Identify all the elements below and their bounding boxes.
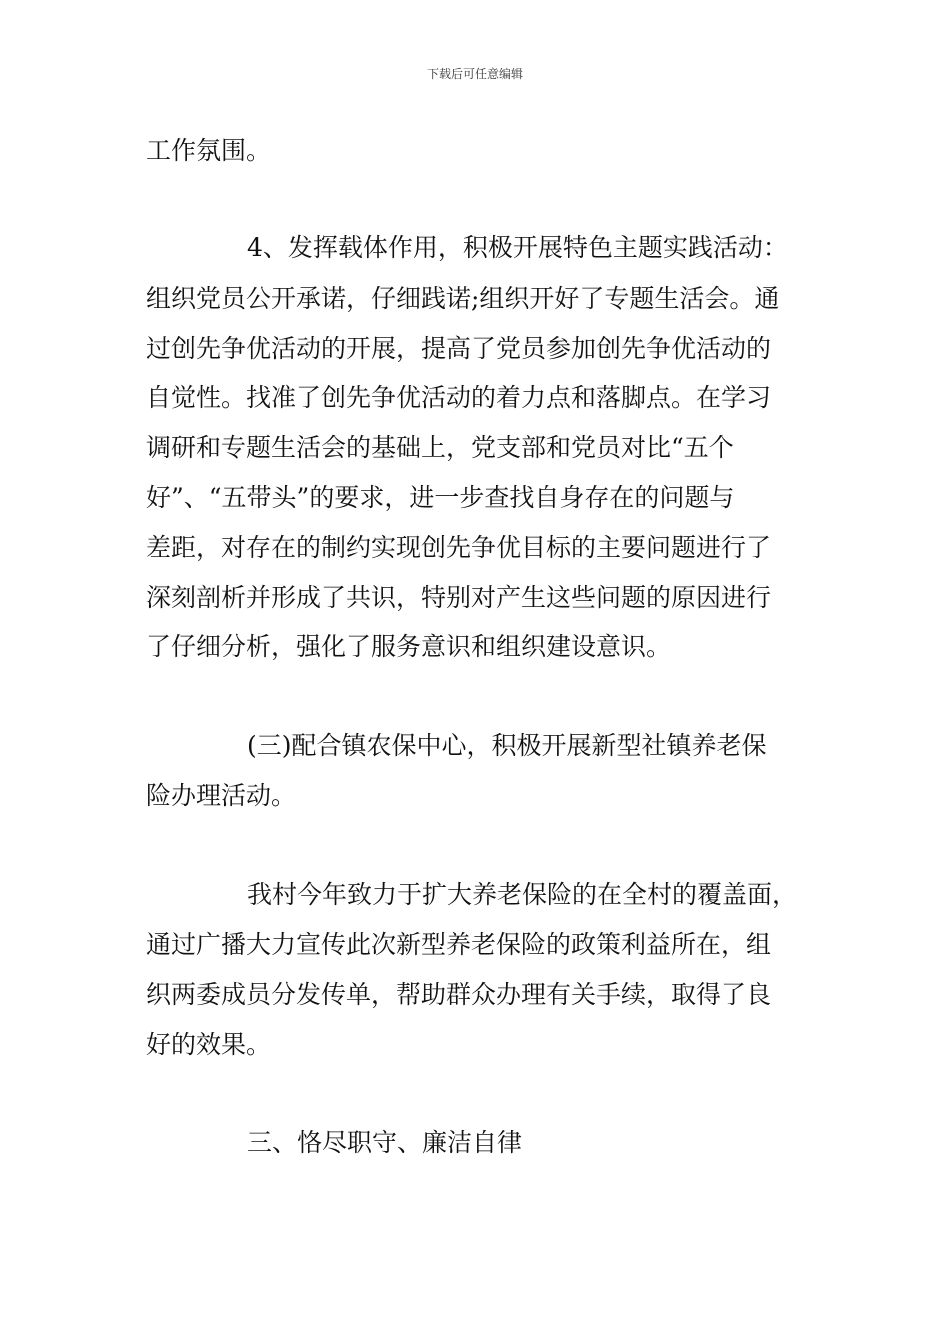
text-line: 好”、“五带头”的要求，进一步查找自身存在的问题与 bbox=[146, 483, 735, 512]
section-heading: 三、恪尽职守、廉洁自律 bbox=[247, 1128, 523, 1157]
text-line: 4、发挥载体作用，积极开展特色主题实践活动： bbox=[247, 233, 788, 262]
text-line: 差距，对存在的制约实现创先争优目标的主要问题进行了 bbox=[146, 533, 772, 562]
text-line: 了仔细分析，强化了服务意识和组织建设意识。 bbox=[146, 632, 672, 661]
text-line: 我村今年致力于扩大养老保险的在全村的覆盖面， bbox=[247, 880, 798, 909]
text-line: 险办理活动。 bbox=[146, 781, 297, 810]
text-line: 组织党员公开承诺，仔细践诺;组织开好了专题生活会。通 bbox=[146, 284, 780, 313]
text-line: 过创先争优活动的开展，提高了党员参加创先争优活动的 bbox=[146, 334, 772, 363]
text-line: 好的效果。 bbox=[146, 1030, 272, 1059]
page-header: 下载后可任意编辑 bbox=[426, 67, 523, 81]
text-line: 通过广播大力宣传此次新型养老保险的政策利益所在，组 bbox=[146, 930, 772, 959]
text-line: 织两委成员分发传单，帮助群众办理有关手续，取得了良 bbox=[146, 980, 772, 1009]
text-line: 深刻剖析并形成了共识，特别对产生这些问题的原因进行 bbox=[146, 583, 772, 612]
text-line: 工作氛围。 bbox=[146, 136, 272, 165]
text-line: (三)配合镇农保中心，积极开展新型社镇养老保 bbox=[247, 731, 767, 760]
text-line: 调研和专题生活会的基础上，党支部和党员对比“五个 bbox=[146, 433, 734, 462]
text-line: 自觉性。找准了创先争优活动的着力点和落脚点。在学习 bbox=[146, 383, 772, 412]
